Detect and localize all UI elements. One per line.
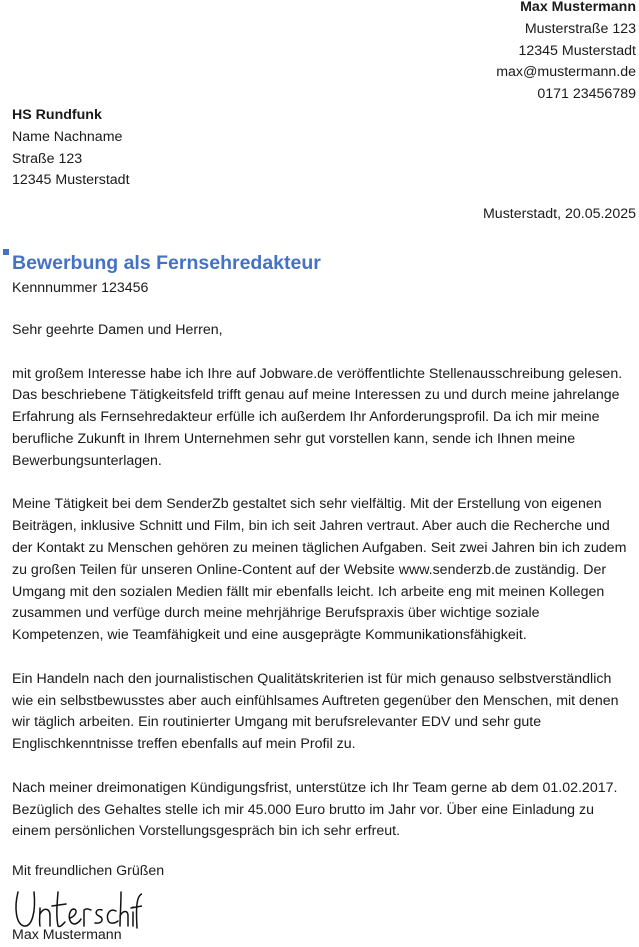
sender-address	[496, 0, 636, 106]
letter-body	[12, 320, 634, 865]
recipient-city: 12345 Musterstadt	[12, 172, 130, 189]
letter-subject: Bewerbung als Fernsehredakteur	[12, 252, 321, 274]
closing-phrase: Mit freundlichen Grüßen	[12, 863, 165, 879]
reference-number: Kennnummer 123456	[12, 280, 149, 296]
recipient-company: HS Rundfunk	[12, 107, 102, 123]
recipient-street: Straße 123	[12, 150, 83, 167]
body-paragraph-1: mit großem Interesse habe ich Ihre auf Jobware.de veröffentlichte Stellenausschreibung gelesen. Das beschriebene Tätigkeitsfeld trifft genau auf meine Interessen zu und durch meine jahrelange Erfahrung als Fernsehredakteur erfülle ich außerdem Ihr Anforderungsprofil. Da ich mir meine berufliche Zukunft in Ihrem Unternehmen sehr gut vorstellen kann, sende ich Ihnen meine Bewerbungsunterlagen.	[12, 365, 623, 469]
sender-name: Max Mustermann	[520, 0, 636, 15]
letter-date: Musterstadt, 20.05.2025	[482, 206, 636, 222]
subject-marker	[3, 249, 9, 255]
sender-street: Musterstraße 123	[524, 20, 636, 37]
body-paragraph-2: Meine Tätigkeit bei dem SenderZb gestaltet sich sehr vielfältig. Mit der Erstellung von eigenen Beiträgen, inklusive Schnitt und Film, bin ich seit Jahren vertraut. Aber auch die Recherche und der Kontakt zu Menschen gehören zu meinen täglichen Aufgaben. Seit zwei Jahren bin ich zudem zu großen Teilen für unseren Online-Content auf der Website www.senderzb.de zuständig. Der Umgang mit den sozialen Medien fällt mir ebenfalls leicht. Ich arbeite eng mit meinen Kollegen zusammen und verfüge durch meine mehrjährige Berufspraxis über wichtige soziale Kompetenzen, wie Teamfähigkeit und eine ausgeprägte Kommunikationsfähigkeit.	[12, 496, 627, 644]
salutation: Sehr geehrte Damen und Herren,	[12, 322, 223, 338]
body-paragraph-4: Nach meiner dreimonatigen Kündigungsfrist, unterstütze ich Ihr Team gerne ab dem 01.02.2017. Bezüglich des Gehaltes stelle ich mir 45.000 Euro brutto im Jahr vor. Über eine Einladung zu einem persönlichen Vorstellungsgespräch bin ich sehr erfreut.	[12, 779, 618, 840]
handwritten-signature	[12, 886, 142, 930]
body-paragraph-3: Ein Handeln nach den journalistischen Qualitätskriterien ist für mich genauso selbstverständlich wie ein selbstbewusstes aber auch einfühlsames Auftreten gegenüber den Menschen, mit denen wir täglich arbeiten. Ein routinierter Umgang mit berufsrelevanter EDV und sehr gute Englischkenntnisse treffen ebenfalls auf mein Profil zu.	[12, 670, 619, 753]
recipient-contact: Name Nachname	[12, 128, 123, 145]
recipient-address	[12, 105, 130, 192]
sender-city: 12345 Musterstadt	[518, 42, 636, 59]
sender-phone: 0171 23456789	[537, 86, 636, 103]
signer-name: Max Mustermann	[12, 927, 122, 943]
sender-email: max@mustermann.de	[496, 64, 636, 81]
